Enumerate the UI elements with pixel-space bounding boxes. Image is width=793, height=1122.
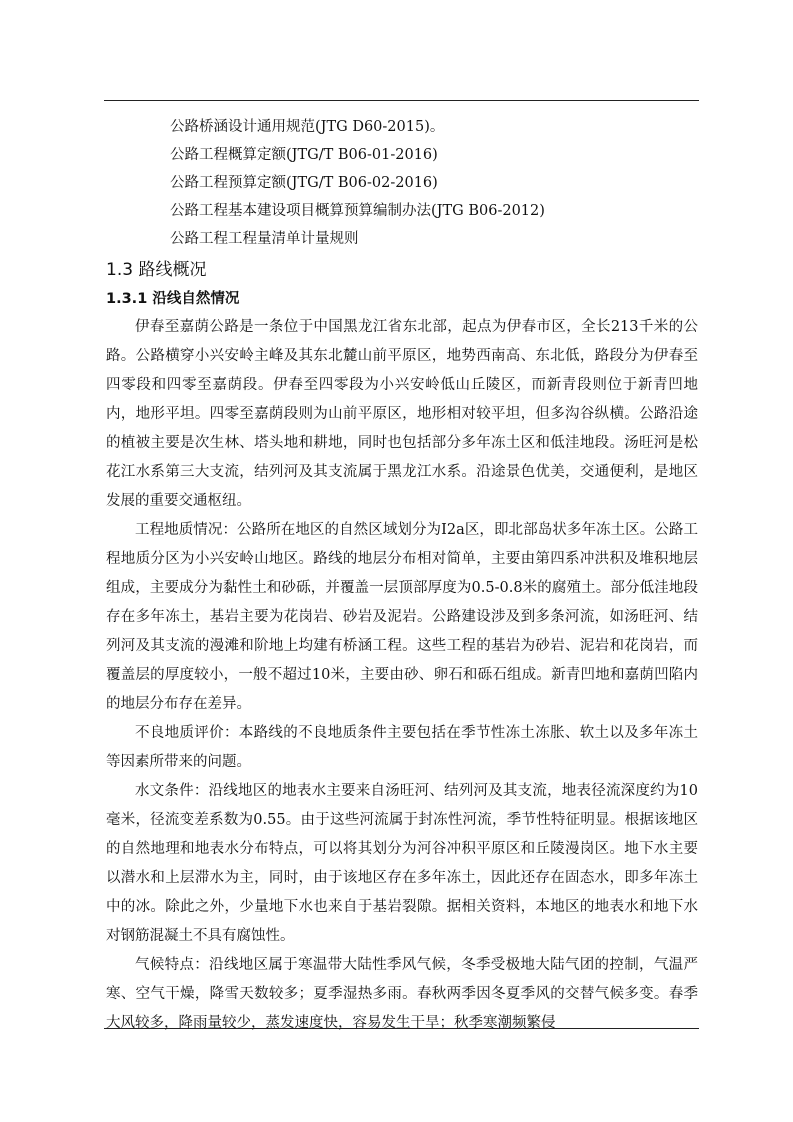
reference-item: 公路桥涵设计通用规范(JTG D60-2015)。 [170, 119, 445, 135]
document-body [106, 113, 698, 1038]
subsection-number: 1.3.1 [106, 291, 148, 307]
subsection-heading [106, 285, 698, 313]
paragraph-adverse-geology: 不良地质评价：本路线的不良地质条件主要包括在季节性冻土冻胀、软土以及多年冻土等因素所带来的问题。 [106, 725, 698, 770]
section-number: 1.3 [106, 260, 134, 280]
subsection-title: 沿线自然情况 [152, 291, 240, 307]
reference-item: 公路工程工程量清单计量规则 [170, 231, 359, 247]
header-rule [104, 100, 699, 101]
paragraph-engineering-geology: 工程地质情况：公路所在地区的自然区域划分为I2a区，即北部岛状多年冻土区。公路工程地质分区为小兴安岭山地区。路线的地层分布相对简单，主要由第四系冲洪积及堆积地层组成，主要成分为黏性土和砂砾，并覆盖一层顶部厚度为0.5-0.8米的腐殖土。部分低洼地段存在多年冻土，基岩主要为花岗岩、砂岩及泥岩。公路建设涉及到多条河流，如汤旺河、结列河及其支流的漫滩和阶地上均建有桥涵工程。这些工程的基岩为砂岩、泥岩和花岗岩，而覆盖层的厚度较小，一般不超过10米，主要由砂、卵石和砾石组成。新青凹地和嘉荫凹陷内的地层分布存在差异。 [106, 522, 698, 712]
reference-item: 公路工程概算定额(JTG/T B06-01-2016) [170, 147, 438, 163]
section-heading [106, 255, 698, 285]
reference-item: 公路工程基本建设项目概算预算编制办法(JTG B06-2012) [170, 203, 545, 219]
paragraph-climate: 气候特点：沿线地区属于寒温带大陆性季风气候，冬季受极地大陆气团的控制，气温严寒、空气干燥，降雪天数较多；夏季湿热多雨。春秋两季因冬夏季风的交替气候多变。春季大风较多，降雨量较少，蒸发速度快，容易发生干旱；秋季寒潮频繁侵 [106, 957, 698, 1031]
reference-item: 公路工程预算定额(JTG/T B06-02-2016) [170, 175, 438, 191]
footer-rule [104, 1028, 699, 1029]
paragraph-route-overview: 伊春至嘉荫公路是一条位于中国黑龙江省东北部，起点为伊春市区，全长213千米的公路。公路横穿小兴安岭主峰及其东北麓山前平原区，地势西南高、东北低，路段分为伊春至四零段和四零至嘉荫段。伊春至四零段为小兴安岭低山丘陵区，而新青段则位于新青凹地内，地形平坦。四零至嘉荫段则为山前平原区，地形相对较平坦，但多沟谷纵横。公路沿途的植被主要是次生林、塔头地和耕地，同时也包括部分多年冻土区和低洼地段。汤旺河是松花江水系第三大支流，结列河及其支流属于黑龙江水系。沿途景色优美，交通便利，是地区发展的重要交通枢纽。 [106, 319, 698, 509]
section-title: 路线概况 [138, 260, 207, 280]
paragraph-hydrology: 水文条件：沿线地区的地表水主要来自汤旺河、结列河及其支流，地表径流深度约为10毫米，径流变差系数为0.55。由于这些河流属于封冻性河流，季节性特征明显。根据该地区的自然地理和地表水分布特点，可以将其划分为河谷冲积平原区和丘陵漫岗区。地下水主要以潜水和上层滞水为主，同时，由于该地区存在多年冻土，因此还存在固态水，即多年冻土中的冰。除此之外，少量地下水也来自于基岩裂隙。据相关资料，本地区的地表水和地下水对钢筋混凝土不具有腐蚀性。 [106, 783, 698, 944]
